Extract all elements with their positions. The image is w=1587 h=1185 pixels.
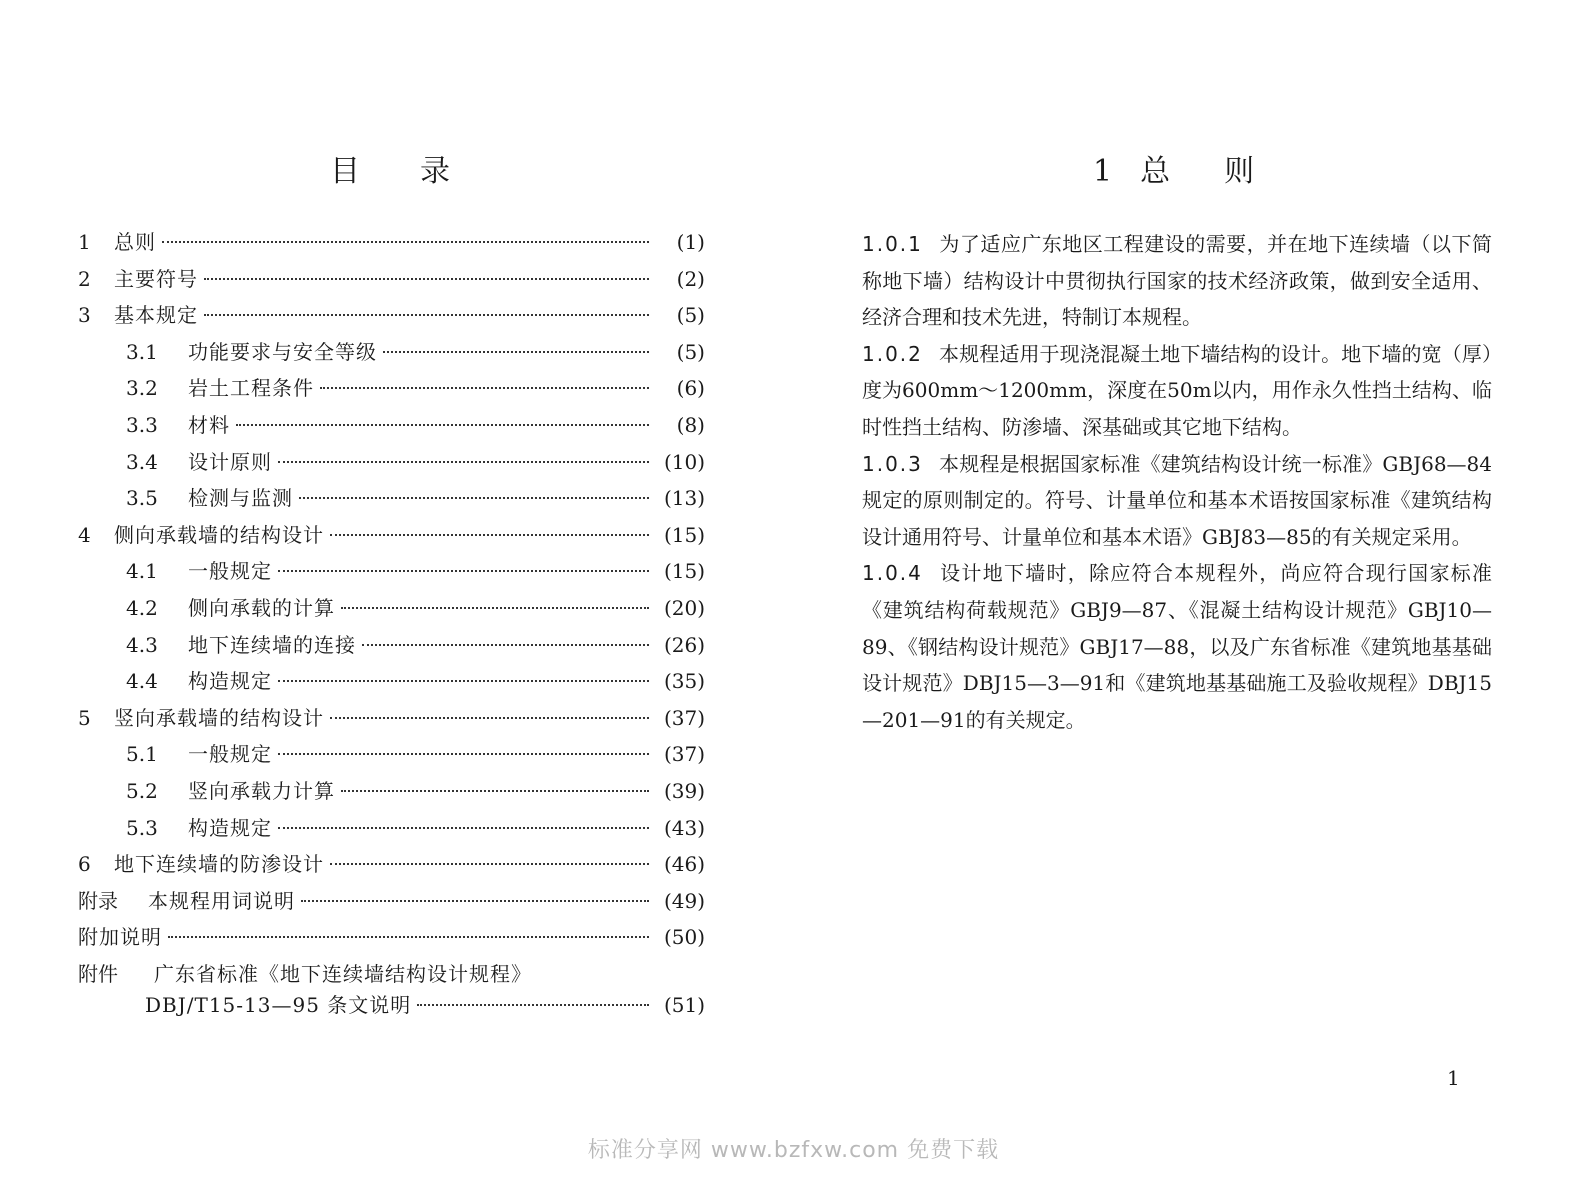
toc-page: (51) [663, 993, 705, 1017]
toc-row [78, 226, 705, 256]
toc-label: 竖向承载墙的结构设计 [114, 705, 324, 730]
toc-label: 总则 [114, 230, 156, 254]
toc-number: 3.3 [126, 413, 158, 437]
toc-page: (10) [663, 449, 705, 474]
watermark: 标准分享网 www.bzfxw.com 免费下载 [587, 1138, 1000, 1163]
toc-page: (37) [663, 742, 705, 767]
toc-label: 一般规定 [188, 742, 272, 767]
toc-page: (8) [676, 413, 705, 437]
toc-label: 岩土工程条件 [188, 376, 314, 401]
toc-page: (43) [663, 815, 705, 840]
chapter-number: 1 [1093, 154, 1113, 189]
clause-number: 1.0.3 [862, 451, 923, 476]
toc-row [78, 299, 705, 329]
toc-number: 附录 [78, 888, 118, 913]
chapter-title-char: 则 [1224, 154, 1255, 189]
toc-row [78, 848, 705, 878]
toc-number: 5.2 [126, 779, 158, 803]
toc-label: 设计原则 [188, 449, 272, 474]
toc-row [78, 519, 705, 549]
toc-row [78, 629, 705, 659]
toc-row [78, 958, 705, 988]
clause-text: 为了适应广东地区工程建设的需要，并在地下连续墙（以下简称地下墙）结构设计中贯彻执行国家的技术经济政策，做到安全适用、经济合理和技术先进，特制订本规程。 [862, 232, 1492, 330]
toc-page: (15) [663, 522, 705, 547]
toc-leader-dots [204, 314, 649, 316]
toc-number: 3.2 [126, 376, 158, 401]
toc-label: 构造规定 [188, 669, 272, 694]
toc-page: (37) [663, 705, 705, 730]
toc-row [78, 738, 705, 768]
toc-row [78, 812, 705, 842]
toc-number: 4.4 [126, 669, 158, 694]
toc-number: 4.1 [126, 559, 158, 584]
toc-number: 3.1 [126, 339, 158, 364]
clause-number: 1.0.2 [862, 341, 923, 366]
toc-number: 5.3 [126, 815, 158, 840]
toc-page: (2) [676, 266, 705, 291]
clause [862, 226, 1492, 336]
toc-row [78, 409, 705, 439]
toc-page: (1) [676, 230, 705, 254]
toc-number: 3 [78, 303, 91, 328]
toc-leader-dots [362, 644, 649, 646]
toc-leader-dots [383, 351, 649, 353]
clause-text: 设计地下墙时，除应符合本规程外，尚应符合现行国家标准《建筑结构荷载规范》GBJ9—87、《混凝土结构设计规范》GBJ10—89、《钢结构设计规范》GBJ17—88，以及广东省标准《建筑地基基础设计规范》DBJ15—3—91和《建筑地基基础施工及验收规程》DBJ15—201—91的有关规定。 [862, 561, 1492, 732]
chapter-title-char: 总 [1140, 154, 1171, 189]
toc-label: 一般规定 [188, 559, 272, 584]
toc-leader-dots [204, 278, 649, 280]
toc-row [78, 921, 705, 951]
toc-leader-dots [168, 936, 649, 938]
toc-row [78, 336, 705, 366]
toc-page: (26) [663, 632, 705, 657]
clause [862, 446, 1492, 556]
toc-page: (35) [663, 669, 705, 694]
toc-leader-dots [330, 863, 649, 865]
toc-label: 检测与监测 [188, 486, 293, 511]
toc-leader-dots [320, 387, 649, 389]
toc-number: 4 [78, 522, 91, 547]
clause-number: 1.0.1 [862, 232, 923, 256]
toc-page: (49) [663, 888, 705, 913]
toc-leader-dots [341, 607, 649, 609]
toc-page: (46) [663, 852, 705, 877]
toc-row [78, 702, 705, 732]
toc-row [78, 665, 705, 695]
toc-row-continuation [145, 989, 705, 1019]
toc-label: DBJ/T15-13—95 条文说明 [145, 993, 412, 1017]
toc-number: 4.2 [126, 596, 158, 620]
clause-list [862, 226, 1492, 738]
toc-leader-dots [301, 900, 649, 902]
toc-row [78, 263, 705, 293]
clause-number: 1.0.4 [862, 561, 923, 586]
toc-label: 侧向承载墙的结构设计 [114, 522, 324, 547]
toc-leader-dots [278, 680, 649, 682]
toc-label: 功能要求与安全等级 [188, 339, 377, 364]
toc-number: 4.3 [126, 632, 158, 657]
toc-leader-dots [278, 827, 649, 829]
toc-number: 附件 [78, 962, 118, 986]
toc-row [78, 885, 705, 915]
toc-label: 本规程用词说明 [148, 888, 295, 913]
toc-label: 广东省标准《地下连续墙结构设计规程》 [154, 962, 532, 986]
toc-leader-dots [299, 497, 649, 499]
toc-page: (50) [663, 925, 705, 950]
toc-label: 构造规定 [188, 815, 272, 840]
toc-row [78, 482, 705, 512]
chapter-title [1093, 146, 1254, 190]
toc-number: 1 [78, 230, 91, 254]
toc-label: 基本规定 [114, 303, 198, 328]
toc-number: 2 [78, 266, 91, 291]
toc-leader-dots [278, 753, 649, 755]
toc-page: (5) [676, 303, 705, 328]
toc-label: 地下连续墙的连接 [188, 632, 356, 657]
toc-leader-dots [278, 461, 649, 463]
toc-label: 地下连续墙的防渗设计 [114, 852, 324, 877]
toc-number: 3.4 [126, 449, 158, 474]
toc-number: 3.5 [126, 486, 158, 511]
toc-page: (15) [663, 559, 705, 584]
toc-label: 侧向承载的计算 [188, 596, 335, 620]
toc-row [78, 555, 705, 585]
toc-leader-dots [417, 1004, 649, 1006]
toc-page: (13) [663, 486, 705, 511]
toc-leader-dots [341, 790, 649, 792]
toc-label: 材料 [188, 413, 230, 437]
clause-text: 本规程适用于现浇混凝土地下墙结构的设计。地下墙的宽（厚）度为600mm～1200mm，深度在50m以内，用作永久性挡土结构、临时性挡土结构、防渗墙、深基础或其它地下结构。 [862, 341, 1492, 439]
clause [862, 555, 1492, 738]
toc-leader-dots [236, 424, 649, 426]
toc-leader-dots [278, 570, 649, 572]
toc-page: (5) [676, 339, 705, 364]
toc-page: (20) [663, 596, 705, 620]
page-number: 1 [1447, 1066, 1460, 1090]
toc-label: 附加说明 [78, 925, 162, 950]
toc-leader-dots [330, 534, 649, 536]
toc-row [78, 775, 705, 805]
toc-title: 目录 [330, 154, 510, 189]
clause-text: 本规程是根据国家标准《建筑结构设计统一标准》GBJ68—84规定的原则制定的。符号、计量单位和基本术语按国家标准《建筑结构设计通用符号、计量单位和基本术语》GBJ83—85的有关规定采用。 [862, 451, 1492, 549]
toc-label: 主要符号 [114, 266, 198, 291]
toc-leader-dots [330, 717, 649, 719]
clause [862, 336, 1492, 446]
toc-label: 竖向承载力计算 [188, 779, 335, 803]
toc-row [78, 446, 705, 476]
toc-leader-dots [162, 241, 649, 243]
toc-number: 5.1 [126, 742, 158, 767]
toc-row [78, 592, 705, 622]
toc-page: (39) [663, 779, 705, 803]
toc-row [78, 372, 705, 402]
toc-number: 5 [78, 705, 91, 730]
toc-page: (6) [676, 376, 705, 401]
toc-number: 6 [78, 852, 91, 877]
